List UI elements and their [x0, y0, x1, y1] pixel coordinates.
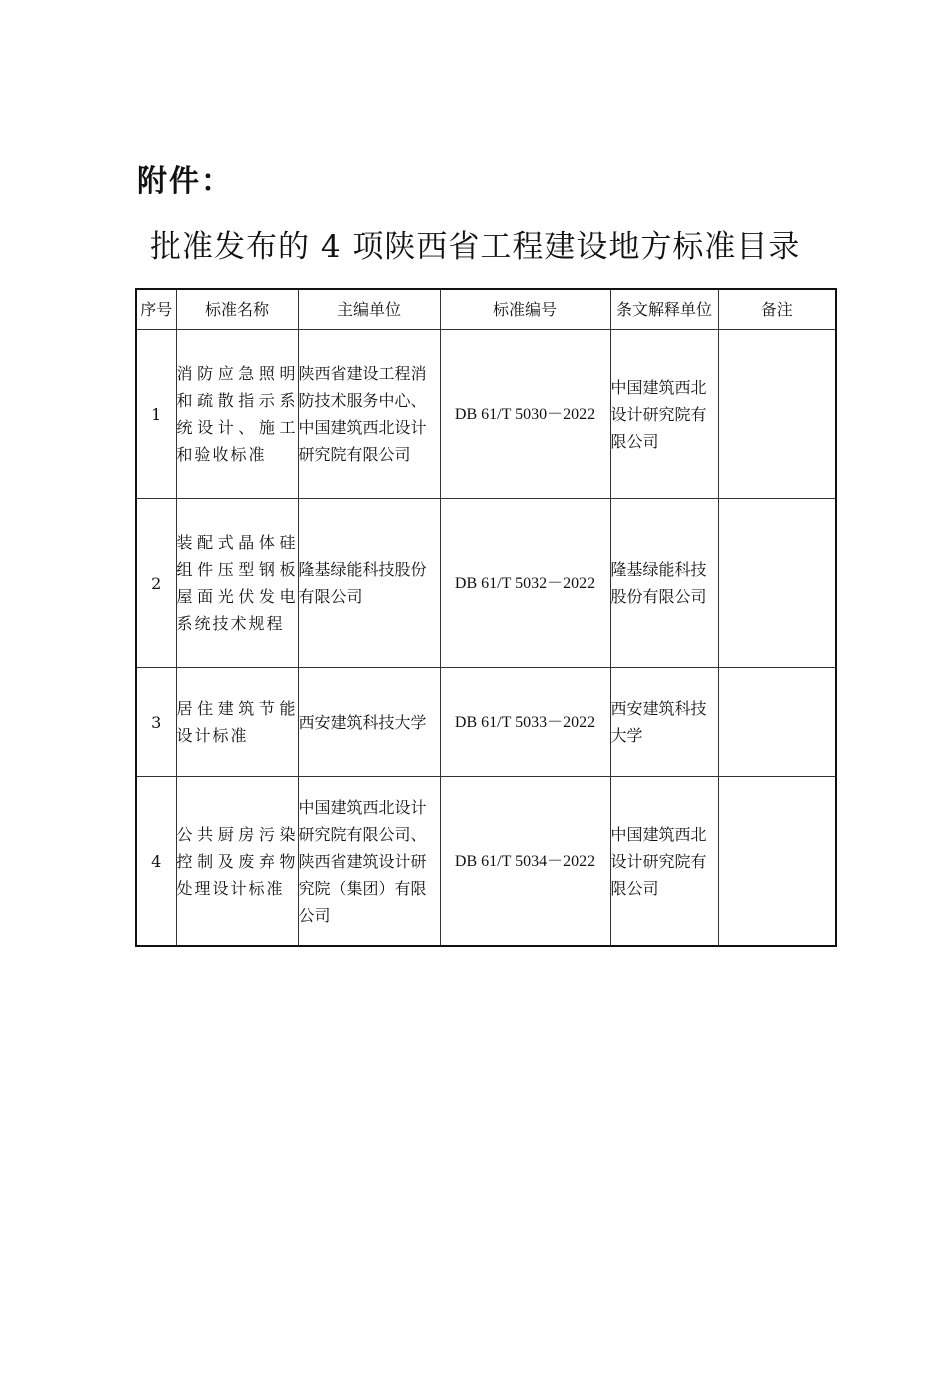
- cell-interpreter: 西安建筑科技大学: [610, 668, 718, 777]
- cell-remark: [718, 330, 836, 499]
- cell-editor: 西安建筑科技大学: [298, 668, 440, 777]
- cell-remark: [718, 777, 836, 947]
- cell-code: DB 61/T 5030－2022: [440, 330, 610, 499]
- header-code: 标准编号: [440, 289, 610, 330]
- header-interpreter: 条文解释单位: [610, 289, 718, 330]
- cell-name: 装配式晶体硅组件压型钢板屋面光伏发电系统技术规程: [176, 499, 298, 668]
- cell-interpreter: 中国建筑西北设计研究院有限公司: [610, 777, 718, 947]
- standards-table: [135, 288, 837, 947]
- table-row: [136, 777, 836, 947]
- cell-interpreter: 隆基绿能科技股份有限公司: [610, 499, 718, 668]
- header-name: 标准名称: [176, 289, 298, 330]
- cell-name: 居住建筑节能设计标准: [176, 668, 298, 777]
- attachment-label: 附件：: [137, 164, 233, 199]
- header-editor: 主编单位: [298, 289, 440, 330]
- cell-editor: 隆基绿能科技股份有限公司: [298, 499, 440, 668]
- cell-name: 公共厨房污染控制及废弃物处理设计标准: [176, 777, 298, 947]
- cell-no: 2: [136, 499, 176, 668]
- cell-no: 1: [136, 330, 176, 499]
- cell-editor: 陕西省建设工程消防技术服务中心、中国建筑西北设计研究院有限公司: [298, 330, 440, 499]
- cell-remark: [718, 499, 836, 668]
- cell-name: 消防应急照明和疏散指示系统设计、施工和验收标准: [176, 330, 298, 499]
- cell-no: 4: [136, 777, 176, 947]
- table-row: [136, 668, 836, 777]
- cell-code: DB 61/T 5034－2022: [440, 777, 610, 947]
- document-title: 批准发布的 4 项陕西省工程建设地方标准目录: [150, 229, 801, 265]
- header-no: 序号: [136, 289, 176, 330]
- table-row: [136, 499, 836, 668]
- cell-code: DB 61/T 5032－2022: [440, 499, 610, 668]
- table-row: [136, 330, 836, 499]
- cell-remark: [718, 668, 836, 777]
- cell-interpreter: 中国建筑西北设计研究院有限公司: [610, 330, 718, 499]
- table-header-row: [136, 289, 836, 330]
- cell-no: 3: [136, 668, 176, 777]
- cell-editor: 中国建筑西北设计研究院有限公司、陕西省建筑设计研究院（集团）有限公司: [298, 777, 440, 947]
- header-remark: 备注: [718, 289, 836, 330]
- cell-code: DB 61/T 5033－2022: [440, 668, 610, 777]
